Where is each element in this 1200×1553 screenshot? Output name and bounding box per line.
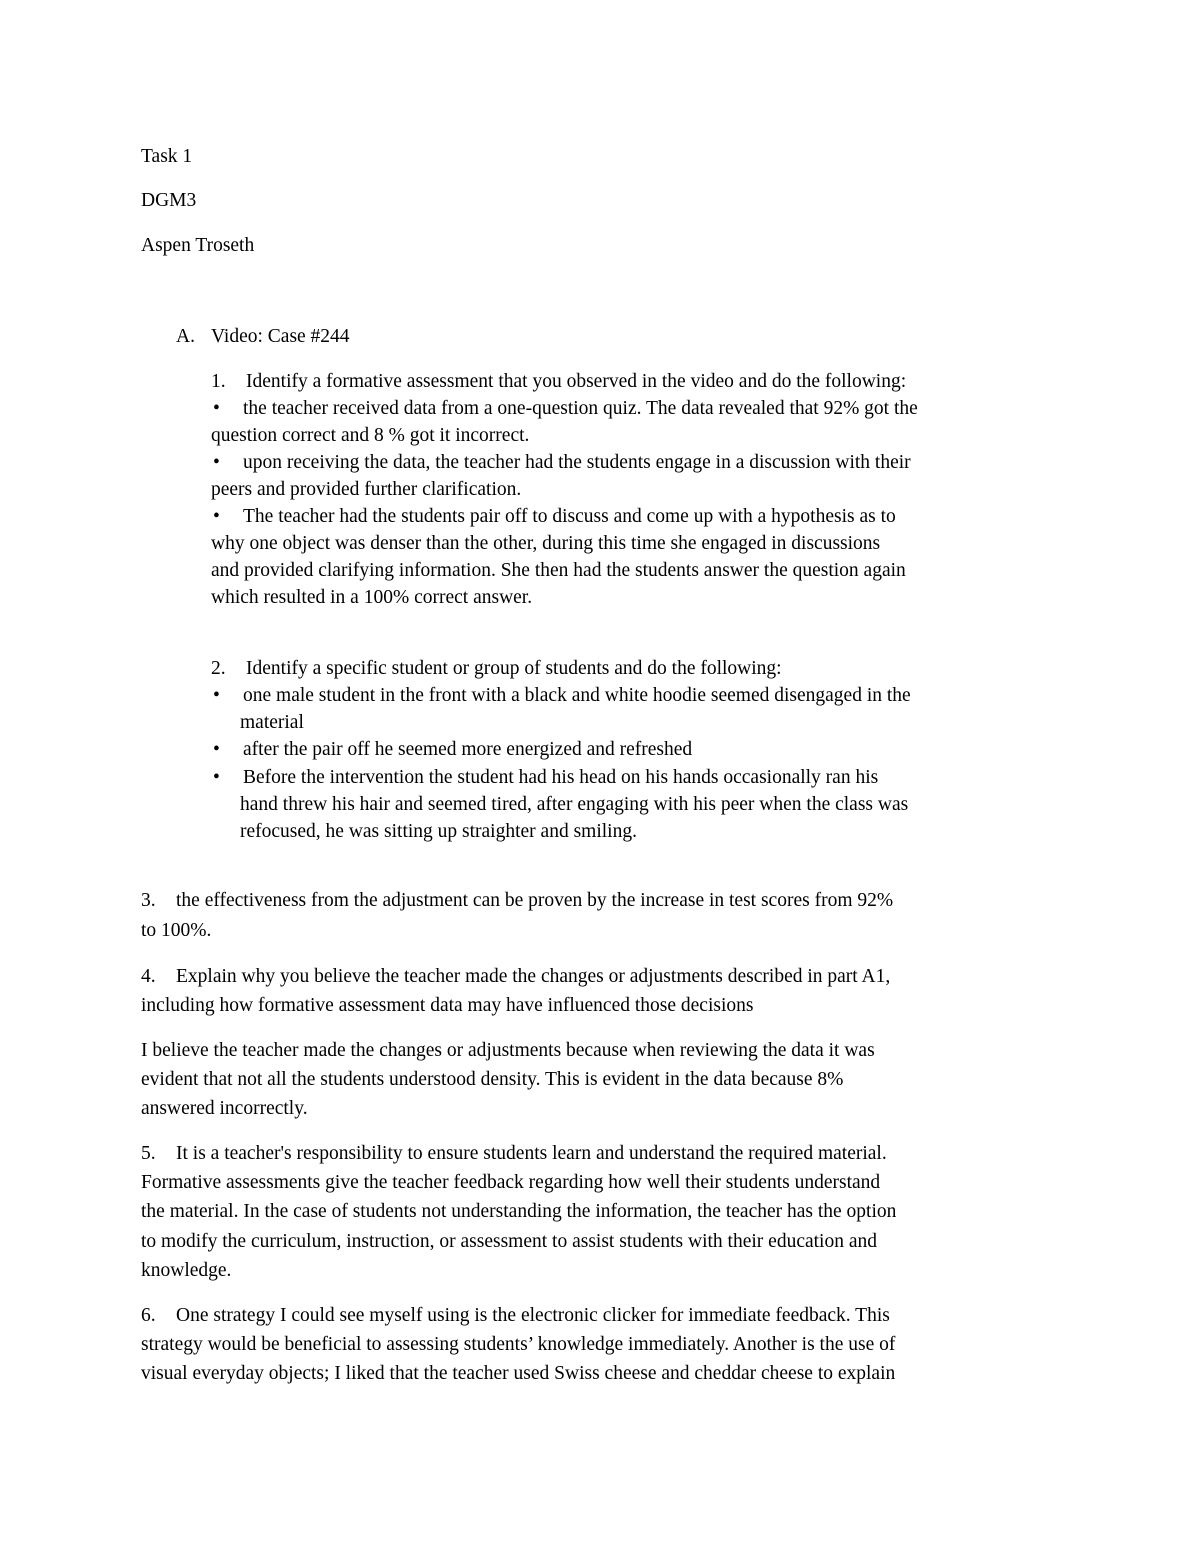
item2-bullet3-line3: refocused, he was sitting up straighter and smiling. bbox=[240, 821, 637, 842]
bullet-icon: • bbox=[213, 739, 220, 760]
bullet-icon: • bbox=[213, 452, 220, 473]
item1-bullet3-line1: The teacher had the students pair off to discuss and come up with a hypothesis as to bbox=[243, 506, 896, 527]
item5-line4: to modify the curriculum, instruction, or assessment to assist students with their education and bbox=[141, 1231, 878, 1252]
item4-line2: including how formative assessment data may have influenced those decisions bbox=[141, 995, 754, 1016]
item2-bullet1-line1: one male student in the front with a black and white hoodie seemed disengaged in the bbox=[243, 685, 911, 706]
bullet-icon: • bbox=[213, 685, 220, 706]
item5-line2: Formative assessments give the teacher feedback regarding how well their students understand bbox=[141, 1172, 881, 1193]
item2-bullet2-line1: after the pair off he seemed more energized and refreshed bbox=[243, 739, 693, 760]
item6-line2: strategy would be beneficial to assessing students’ knowledge immediately. Another is the use of bbox=[141, 1334, 896, 1355]
item6-line1: One strategy I could see myself using is the electronic clicker for immediate feedback. This bbox=[176, 1305, 890, 1326]
bullet-icon: • bbox=[213, 398, 220, 419]
item5-line5: knowledge. bbox=[141, 1260, 232, 1281]
item1-bullet1-line2: question correct and 8 % got it incorrect. bbox=[211, 425, 530, 446]
item4-line1: Explain why you believe the teacher made the changes or adjustments described in part A1, bbox=[176, 966, 891, 987]
item4-answer-line1: I believe the teacher made the changes or adjustments because when reviewing the data it was bbox=[141, 1040, 875, 1061]
item5-line1: It is a teacher's responsibility to ensure students learn and understand the required material. bbox=[176, 1143, 887, 1164]
bullet-icon: • bbox=[213, 767, 220, 788]
item1-bullet3-line3: and provided clarifying information. She then had the students answer the question again bbox=[211, 560, 906, 581]
item4-answer-line2: evident that not all the students understood density. This is evident in the data because 8% bbox=[141, 1069, 844, 1090]
item1-bullet3-line2: why one object was denser than the other, during this time she engaged in discussions bbox=[211, 533, 881, 554]
item2-prompt: Identify a specific student or group of students and do the following: bbox=[246, 658, 782, 679]
item1-bullet2-line1: upon receiving the data, the teacher had the students engage in a discussion with their bbox=[243, 452, 911, 473]
item2-bullet3-line2: hand threw his hair and seemed tired, after engaging with his peer when the class was bbox=[240, 794, 909, 815]
item1-number: 1. bbox=[211, 371, 226, 392]
item3-line2: to 100%. bbox=[141, 920, 212, 941]
item2-number: 2. bbox=[211, 658, 226, 679]
item3-number: 3. bbox=[141, 890, 156, 911]
item4-answer-line3: answered incorrectly. bbox=[141, 1098, 308, 1119]
item1-bullet3-line4: which resulted in a 100% correct answer. bbox=[211, 587, 533, 608]
item1-bullet2-line2: peers and provided further clarification. bbox=[211, 479, 522, 500]
item1-bullet1-line1: the teacher received data from a one-question quiz. The data revealed that 92% got the bbox=[243, 398, 918, 419]
item3-line1: the effectiveness from the adjustment can be proven by the increase in test scores from 92% bbox=[176, 890, 894, 911]
section-a-title: Video: Case #244 bbox=[211, 326, 350, 347]
bullet-icon: • bbox=[213, 506, 220, 527]
item5-line3: the material. In the case of students not understanding the information, the teacher has the option bbox=[141, 1201, 897, 1222]
author-name: Aspen Troseth bbox=[141, 235, 255, 256]
course-code: DGM3 bbox=[141, 190, 197, 211]
item2-bullet3-line1: Before the intervention the student had his head on his hands occasionally ran his bbox=[243, 767, 879, 788]
item6-number: 6. bbox=[141, 1305, 156, 1326]
section-a-marker: A. bbox=[176, 326, 195, 347]
task-label: Task 1 bbox=[141, 146, 193, 167]
item1-prompt: Identify a formative assessment that you observed in the video and do the following: bbox=[246, 371, 907, 392]
item5-number: 5. bbox=[141, 1143, 156, 1164]
item6-line3: visual everyday objects; I liked that the teacher used Swiss cheese and cheddar cheese to explain bbox=[141, 1363, 896, 1384]
item4-number: 4. bbox=[141, 966, 156, 987]
item2-bullet1-line2: material bbox=[240, 712, 304, 733]
